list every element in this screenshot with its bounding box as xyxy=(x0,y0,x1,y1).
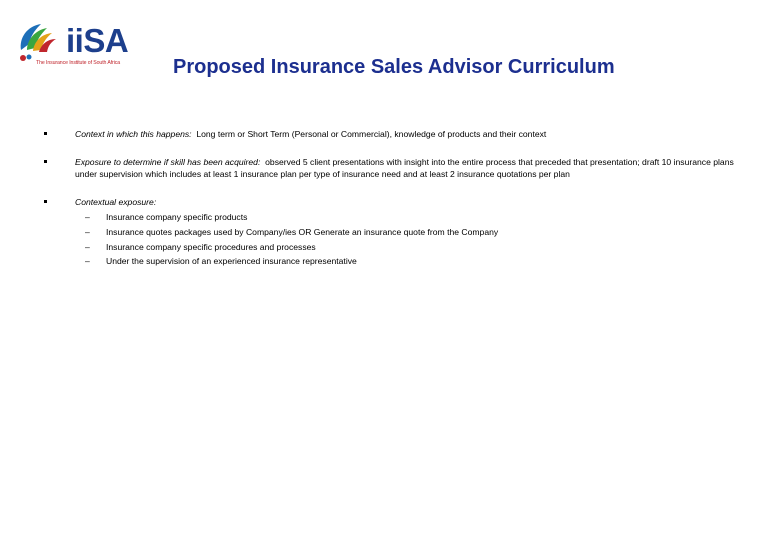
dash-marker: – xyxy=(85,241,90,252)
logo-wordmark-i: i xyxy=(66,22,75,59)
bullet-marker xyxy=(44,160,47,163)
bullet-text: Long term or Short Term (Personal or Commercial), knowledge of products and their context xyxy=(196,129,547,139)
list-item xyxy=(75,225,744,240)
bullet-lead: Context in which this happens: xyxy=(75,129,192,139)
bullet-marker xyxy=(44,132,47,135)
dash-marker: – xyxy=(85,256,90,267)
contextual-exposure-list xyxy=(75,210,744,269)
list-item-text: Insurance company specific products xyxy=(106,212,248,222)
bullet-lead: Contextual exposure: xyxy=(75,196,157,207)
list-item-text: Insurance quotes packages used by Company/ies OR Generate an insurance quote from the Company xyxy=(106,226,499,237)
list-item xyxy=(75,210,744,225)
bullet-marker xyxy=(44,200,47,203)
bullet-contextual-exposure xyxy=(44,196,744,270)
bullet-exposure xyxy=(44,156,744,181)
iisa-logo xyxy=(15,20,155,72)
dash-marker: – xyxy=(85,212,90,222)
logo-tagline: The Insurance Institute of South Africa xyxy=(36,60,121,66)
list-item xyxy=(75,240,744,255)
list-item xyxy=(75,254,744,269)
curriculum-body xyxy=(44,128,744,284)
bullet-lead: Exposure to determine if skill has been acquired: xyxy=(75,156,261,167)
bullet-context xyxy=(44,128,744,141)
dash-marker: – xyxy=(85,226,90,237)
page-title: Proposed Insurance Sales Advisor Curriculum xyxy=(173,56,615,78)
logo-wordmark-isa: iSA xyxy=(74,22,129,59)
bullet-text: observed 5 client presentations with insight into the entire process that preceded that presentation; draft 10 insurance plans under supervision which includes at least 1 insurance plan per type of insurance need and at least 2 insurance quotations per plan xyxy=(75,156,734,179)
logo-wordmark xyxy=(66,24,128,58)
list-item-text: Insurance company specific procedures and processes xyxy=(106,241,316,252)
list-item-text: Under the supervision of an experienced insurance representative xyxy=(106,256,357,267)
